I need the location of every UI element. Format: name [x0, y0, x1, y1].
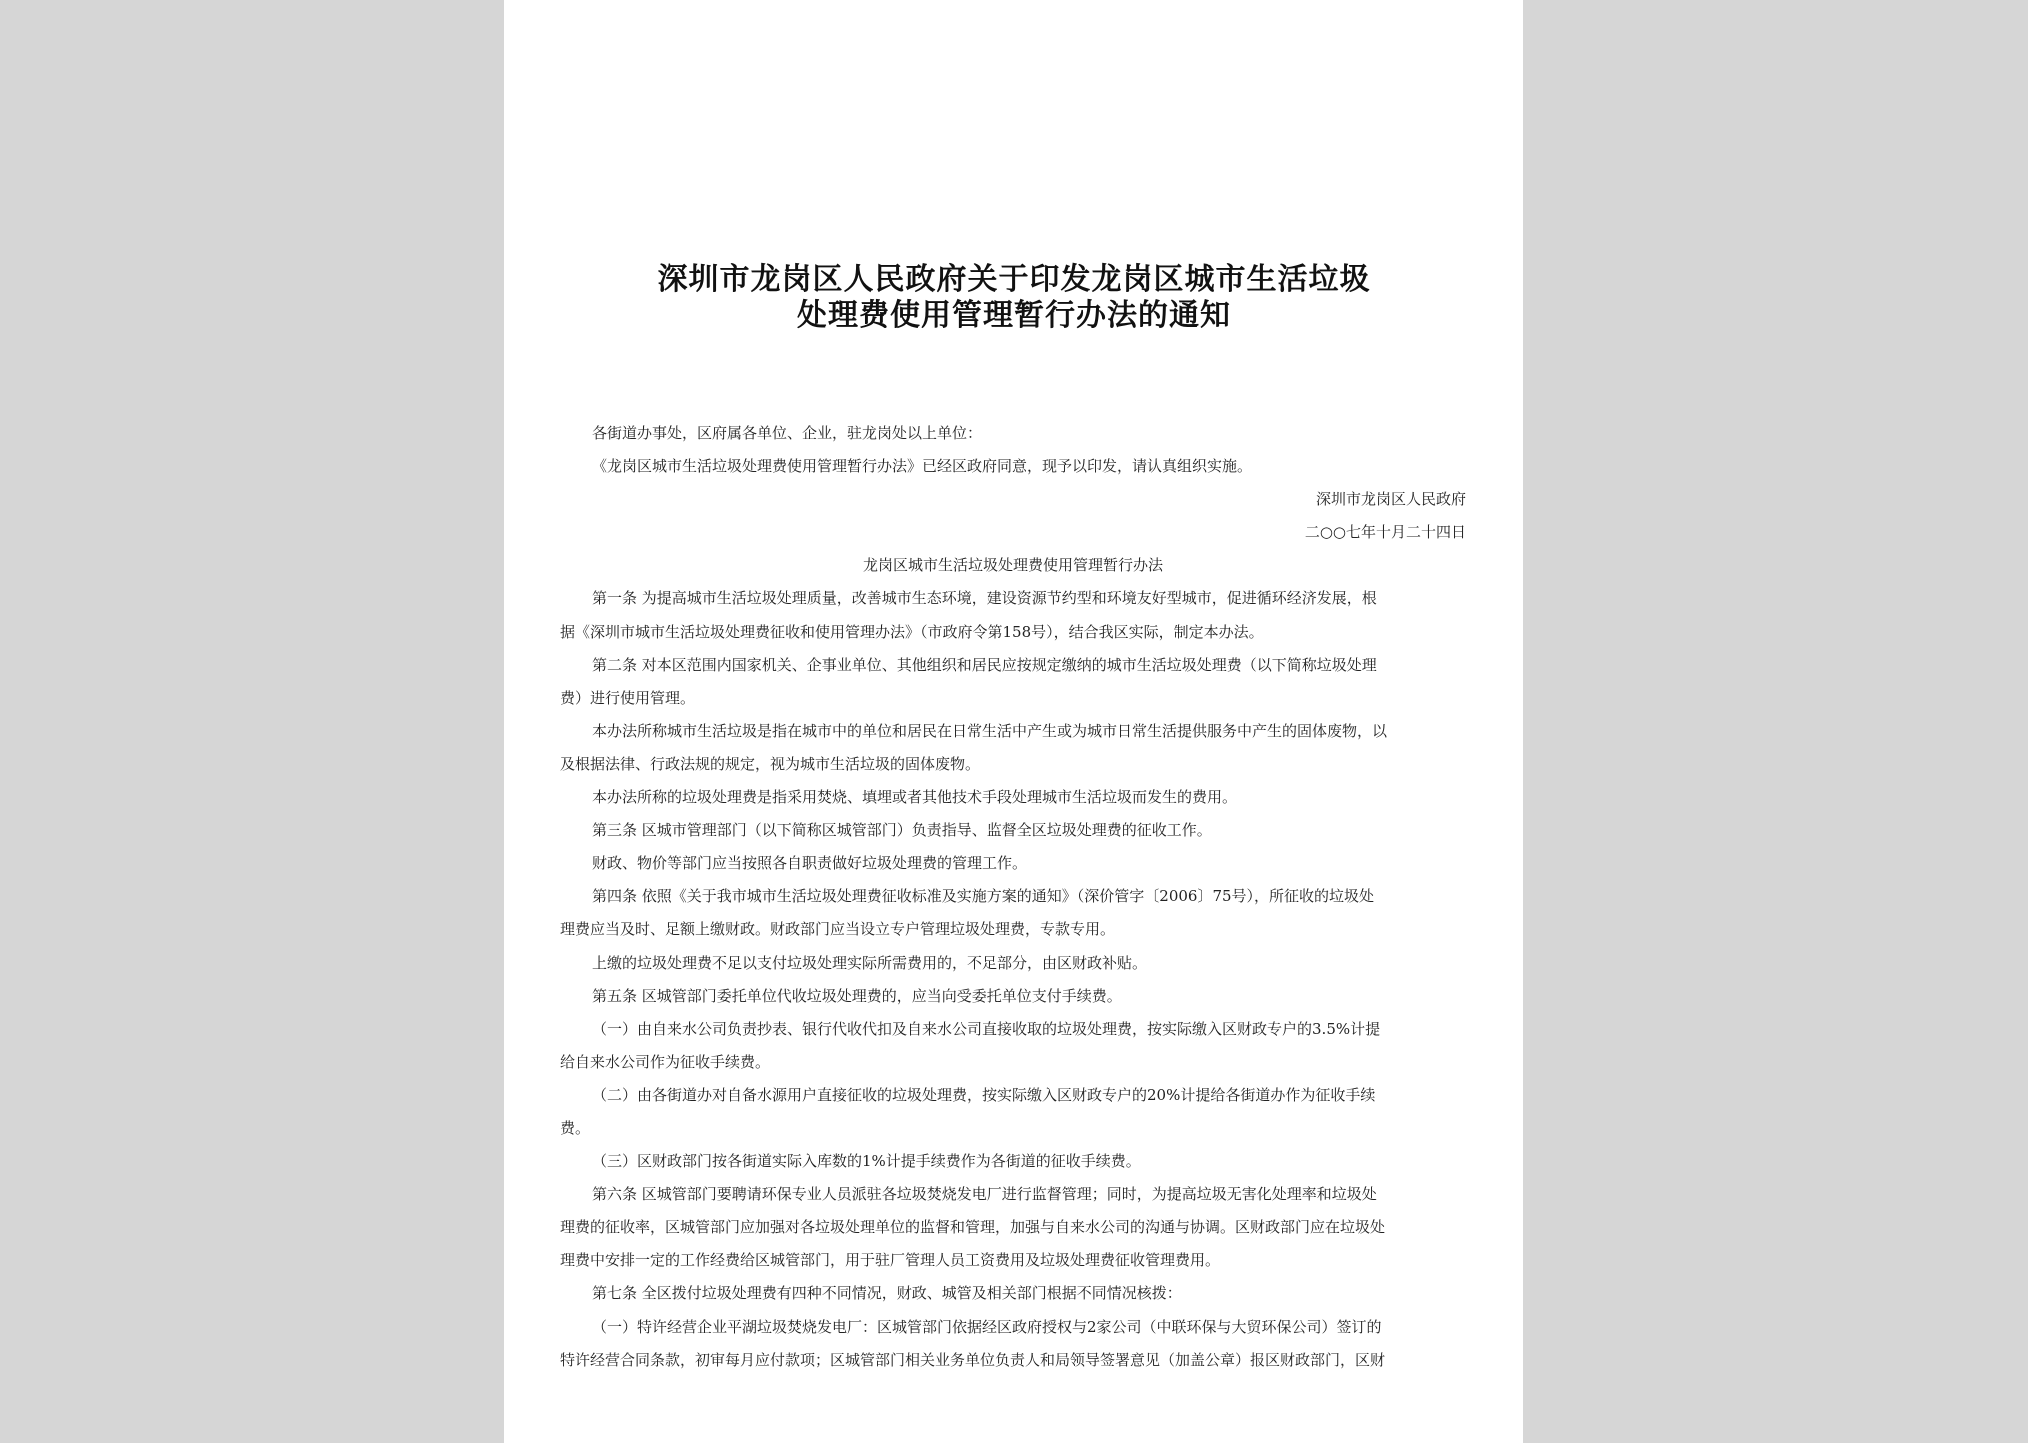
issuer-signature: 深圳市龙岗区人民政府: [1315, 490, 1466, 509]
document-title: [584, 262, 1444, 334]
title-line: 深圳市龙岗区人民政府关于印发龙岗区城市生活垃圾: [657, 262, 1371, 297]
article-line: 第一条 为提高城市生活垃圾处理质量，改善城市生态环境，建设资源节约型和环境友好型城市，促进循环经济发展，根: [592, 589, 1377, 608]
notice-paragraph: 《龙岗区城市生活垃圾处理费使用管理暂行办法》已经区政府同意，现予以印发，请认真组织实施。: [592, 457, 1253, 476]
title-line: 处理费使用管理暂行办法的通知: [797, 298, 1231, 333]
document-body: [560, 417, 1466, 1377]
article-line: 费。: [560, 1118, 591, 1137]
attachment-title: 龙岗区城市生活垃圾处理费使用管理暂行办法: [862, 556, 1163, 575]
article-line: （二）由各街道办对自备水源用户直接征收的垃圾处理费，按实际缴入区财政专户的20%计提给各街道办作为征收手续: [592, 1085, 1376, 1104]
article-line: 本办法所称的垃圾处理费是指采用焚烧、填埋或者其他技术手段处理城市生活垃圾而发生的费用。: [592, 788, 1238, 807]
article-line: 理费中安排一定的工作经费给区城管部门，用于驻厂管理人员工资费用及垃圾处理费征收管理费用。: [560, 1251, 1221, 1270]
article-line: 特许经营合同条款，初审每月应付款项；区城管部门相关业务单位负责人和局领导签署意见（加盖公章）报区财政部门，区财: [560, 1350, 1386, 1369]
issue-date: 二○○七年十月二十四日: [1304, 523, 1466, 542]
article-line: 财政、物价等部门应当按照各自职责做好垃圾处理费的管理工作。: [592, 854, 1028, 873]
article-line: 理费应当及时、足额上缴财政。财政部门应当设立专户管理垃圾处理费，专款专用。: [560, 920, 1116, 939]
article-line: 据《深圳市城市生活垃圾处理费征收和使用管理办法》（市政府令第158号），结合我区实际，制定本办法。: [560, 622, 1264, 641]
article-line: 费）进行使用管理。: [560, 688, 696, 707]
article-line: 第五条 区城管部门委托单位代收垃圾处理费的，应当向受委托单位支付手续费。: [592, 986, 1122, 1005]
article-line: 理费的征收率，区城管部门应加强对各垃圾处理单位的监督和管理，加强与自来水公司的沟通与协调。区财政部门应在垃圾处: [560, 1218, 1386, 1237]
article-line: 第二条 对本区范围内国家机关、企事业单位、其他组织和居民应按规定缴纳的城市生活垃圾处理费（以下简称垃圾处理: [592, 655, 1377, 674]
article-line: （三）区财政部门按各街道实际入库数的1%计提手续费作为各街道的征收手续费。: [592, 1152, 1141, 1171]
article-line: 上缴的垃圾处理费不足以支付垃圾处理实际所需费用的，不足部分，由区财政补贴。: [592, 953, 1148, 972]
article-line: （一）由自来水公司负责抄表、银行代收代扣及自来水公司直接收取的垃圾处理费，按实际缴入区财政专户的3.5%计提: [592, 1019, 1381, 1038]
article-line: 给自来水公司作为征收手续费。: [560, 1052, 771, 1071]
article-line: 及根据法律、行政法规的规定，视为城市生活垃圾的固体废物。: [560, 754, 981, 773]
article-line: 第三条 区城市管理部门（以下简称区城管部门）负责指导、监督全区垃圾处理费的征收工作。: [592, 821, 1212, 840]
article-line: （一）特许经营企业平湖垃圾焚烧发电厂：区城管部门依据经区政府授权与2家公司（中联环保与大贸环保公司）签订的: [592, 1317, 1382, 1336]
article-line: 本办法所称城市生活垃圾是指在城市中的单位和居民在日常生活中产生或为城市日常生活提供服务中产生的固体废物，以: [592, 721, 1388, 740]
article-line: 第四条 依照《关于我市城市生活垃圾处理费征收标准及实施方案的通知》（深价管字〔2006〕75号），所征收的垃圾处: [592, 887, 1375, 906]
document-page: [504, 0, 1523, 1443]
salutation: 各街道办事处，区府属各单位、企业，驻龙岗处以上单位：: [592, 424, 983, 442]
article-line: 第六条 区城管部门要聘请环保专业人员派驻各垃圾焚烧发电厂进行监督管理；同时，为提高垃圾无害化处理率和垃圾处: [592, 1185, 1377, 1204]
article-line: 第七条 全区拨付垃圾处理费有四种不同情况，财政、城管及相关部门根据不同情况核拨：: [592, 1284, 1182, 1303]
